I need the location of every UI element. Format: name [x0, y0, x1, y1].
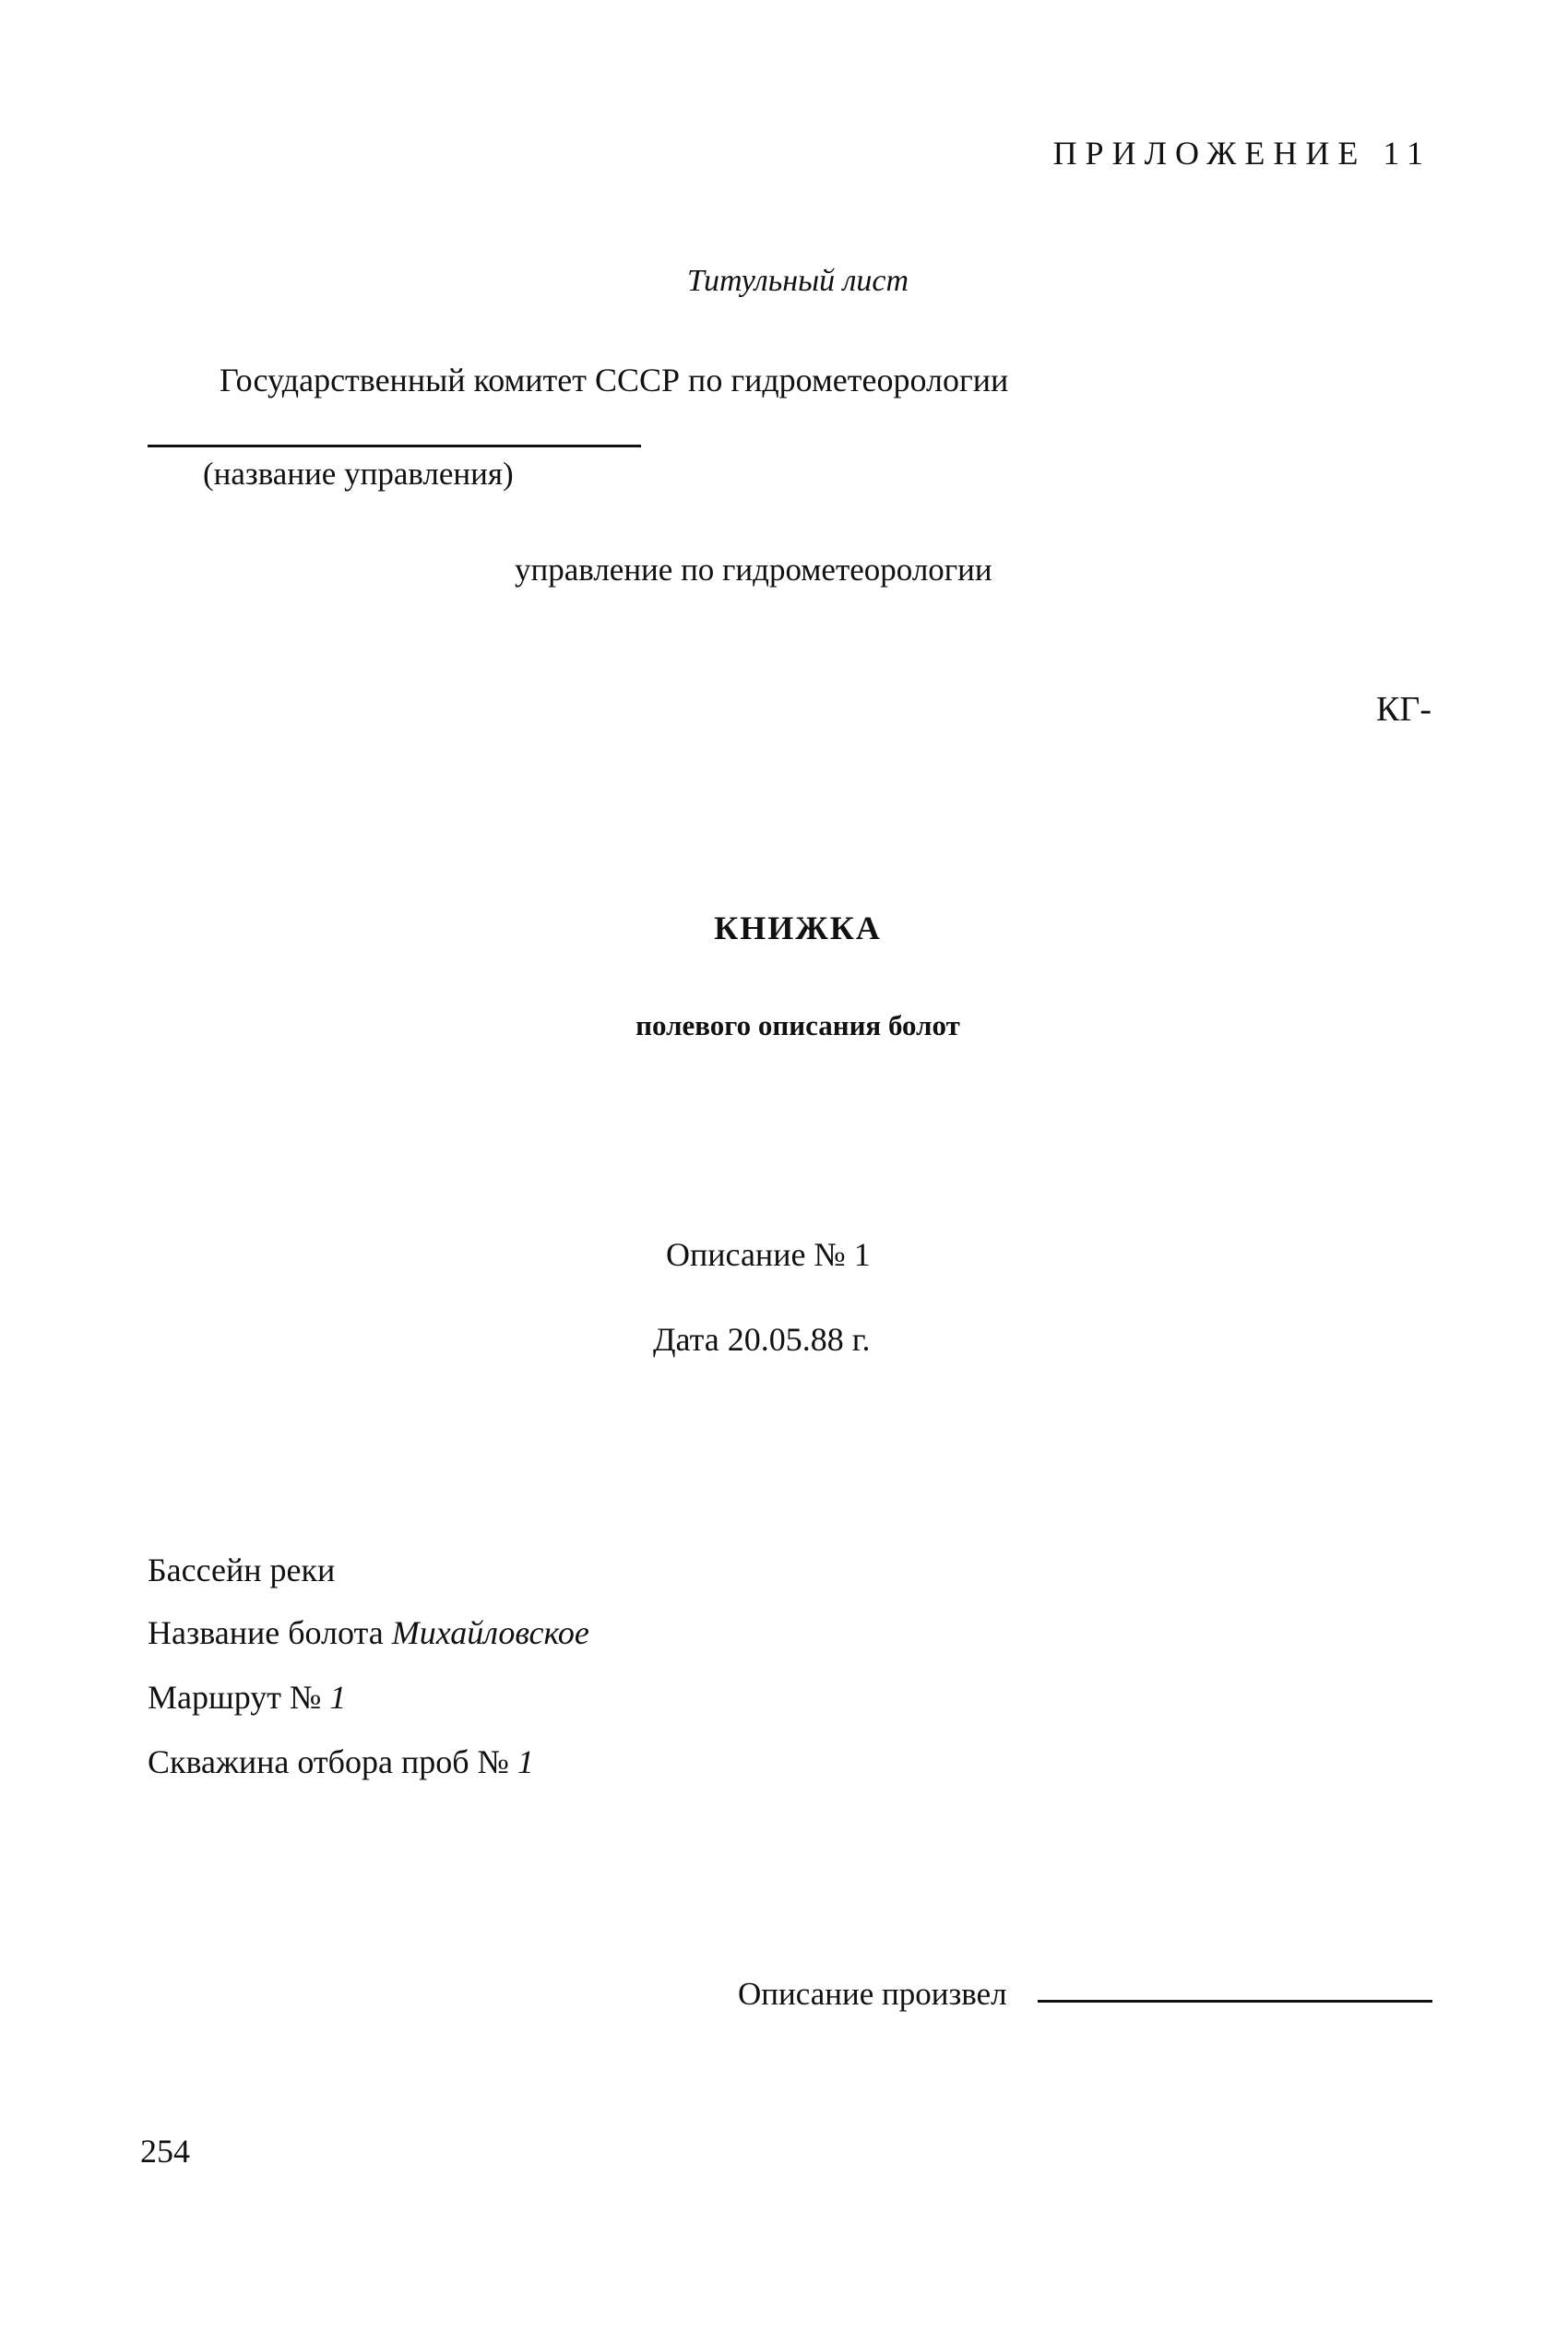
field-route-number: [148, 1681, 346, 1714]
description-number: Описание № 1: [666, 1236, 871, 1273]
description-date: Дата 20.05.88 г.: [653, 1321, 871, 1358]
title-sheet-label: Титульный лист: [686, 264, 909, 298]
author-signature-line: [1038, 2000, 1432, 2003]
field-river-basin: [148, 1553, 335, 1587]
appendix-label: ПРИЛОЖЕНИЕ 11: [1052, 135, 1431, 172]
committee-name: Государственный комитет СССР по гидрометеорологии: [220, 362, 1009, 398]
author-label: Описание произвел: [738, 1976, 1007, 2012]
field-sampling-well-label: Скважина отбора проб №: [148, 1743, 517, 1780]
management-name-caption: (название управления): [203, 456, 514, 492]
management-name-blank-line: [148, 445, 641, 447]
management-suffix: управление по гидрометеорологии: [515, 552, 992, 588]
field-sampling-well-value: 1: [517, 1743, 534, 1780]
field-bog-name-label: Название болота: [148, 1614, 392, 1651]
page-number: 254: [140, 2133, 190, 2170]
field-route-number-label: Маршрут №: [148, 1679, 330, 1716]
field-route-number-value: 1: [329, 1679, 347, 1716]
field-sampling-well-number: [148, 1745, 534, 1778]
book-title: КНИЖКА: [714, 910, 882, 946]
field-bog-name: [148, 1616, 589, 1649]
document-code: КГ-: [1376, 690, 1431, 729]
field-bog-name-value: Михайловское: [391, 1614, 589, 1651]
field-river-basin-label: Бассейн реки: [148, 1552, 336, 1588]
book-subtitle: полевого описания болот: [636, 1009, 960, 1041]
